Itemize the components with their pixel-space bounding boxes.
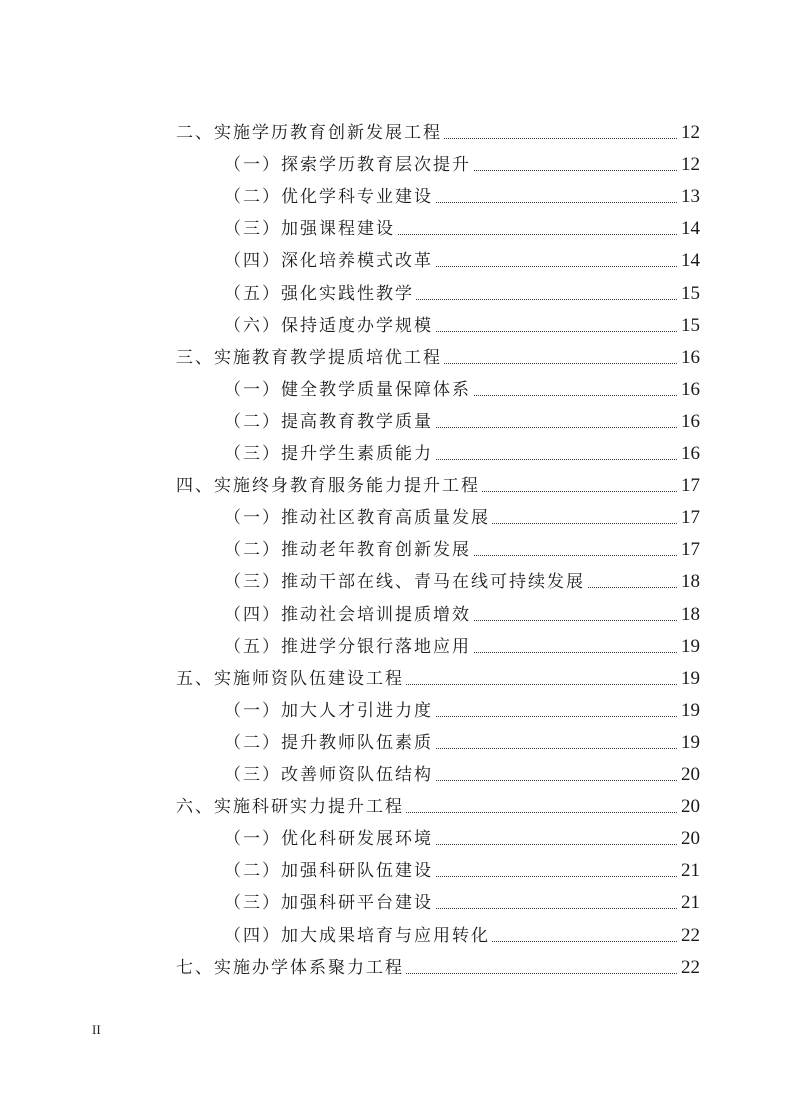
toc-entry-page-number: 18 xyxy=(679,601,700,629)
toc-entry-title: （三）提升学生素质能力 xyxy=(224,440,435,468)
toc-entry-page-number: 19 xyxy=(679,697,700,725)
toc-entry-title: （一）推动社区教育高质量发展 xyxy=(224,504,492,532)
toc-entry-page-number: 14 xyxy=(679,215,700,243)
toc-entry-page-number: 16 xyxy=(679,408,700,436)
toc-section-entry[interactable] xyxy=(0,889,793,917)
toc-entry-page-number: 18 xyxy=(679,568,700,596)
toc-entry-page-number: 19 xyxy=(679,729,700,757)
toc-chapter-entry[interactable] xyxy=(0,472,793,500)
toc-entry-title: （二）推动老年教育创新发展 xyxy=(224,536,473,564)
toc-entry-title: （二）提高教育教学质量 xyxy=(224,408,435,436)
toc-entry-title: 五、实施师资队伍建设工程 xyxy=(176,665,406,693)
page-folio: II xyxy=(92,1022,101,1037)
toc-entry-page-number: 21 xyxy=(679,889,700,917)
toc-entry-page-number: 22 xyxy=(679,922,700,950)
toc-section-entry[interactable] xyxy=(0,857,793,885)
toc-entry-title: （三）加强课程建设 xyxy=(224,215,397,243)
toc-chapter-entry[interactable] xyxy=(0,119,793,147)
toc-section-entry[interactable] xyxy=(0,568,793,596)
toc-section-entry[interactable] xyxy=(0,376,793,404)
toc-entry-page-number: 17 xyxy=(679,536,700,564)
toc-entry-title: 六、实施科研实力提升工程 xyxy=(176,793,406,821)
toc-section-entry[interactable] xyxy=(0,312,793,340)
toc-chapter-entry[interactable] xyxy=(0,344,793,372)
toc-entry-title: 四、实施终身教育服务能力提升工程 xyxy=(176,472,482,500)
toc-chapter-entry[interactable] xyxy=(0,954,793,982)
toc-entry-page-number: 12 xyxy=(679,119,700,147)
toc-entry-page-number: 20 xyxy=(679,825,700,853)
toc-entry-page-number: 16 xyxy=(679,376,700,404)
toc-section-entry[interactable] xyxy=(0,247,793,275)
toc-entry-title: （二）提升教师队伍素质 xyxy=(224,729,435,757)
toc-section-entry[interactable] xyxy=(0,183,793,211)
toc-entry-title: （一）加大人才引进力度 xyxy=(224,697,435,725)
toc-entry-title: （四）推动社会培训提质增效 xyxy=(224,601,473,629)
toc-section-entry[interactable] xyxy=(0,825,793,853)
toc-entry-title: （三）加强科研平台建设 xyxy=(224,889,435,917)
toc-entry-title: 七、实施办学体系聚力工程 xyxy=(176,954,406,982)
toc-entry-page-number: 20 xyxy=(679,761,700,789)
toc-section-entry[interactable] xyxy=(0,408,793,436)
toc-entry-page-number: 19 xyxy=(679,633,700,661)
toc-section-entry[interactable] xyxy=(0,536,793,564)
toc-entry-page-number: 15 xyxy=(679,280,700,308)
toc-section-entry[interactable] xyxy=(0,761,793,789)
toc-entry-title: （六）保持适度办学规模 xyxy=(224,312,435,340)
toc-entry-page-number: 19 xyxy=(679,665,700,693)
toc-entry-title: （三）推动干部在线、青马在线可持续发展 xyxy=(224,568,587,596)
toc-section-entry[interactable] xyxy=(0,215,793,243)
toc-entry-title: 二、实施学历教育创新发展工程 xyxy=(176,119,444,147)
toc-entry-page-number: 17 xyxy=(679,504,700,532)
toc-entry-title: （五）强化实践性教学 xyxy=(224,280,416,308)
toc-section-entry[interactable] xyxy=(0,280,793,308)
toc-entry-page-number: 17 xyxy=(679,472,700,500)
toc-entry-title: （五）推进学分银行落地应用 xyxy=(224,633,473,661)
toc-section-entry[interactable] xyxy=(0,151,793,179)
toc-entry-page-number: 14 xyxy=(679,247,700,275)
toc-entry-page-number: 21 xyxy=(679,857,700,885)
toc-chapter-entry[interactable] xyxy=(0,793,793,821)
toc-section-entry[interactable] xyxy=(0,440,793,468)
toc-section-entry[interactable] xyxy=(0,922,793,950)
toc-section-entry[interactable] xyxy=(0,504,793,532)
toc-entry-page-number: 13 xyxy=(679,183,700,211)
toc-entry-title: （二）优化学科专业建设 xyxy=(224,183,435,211)
toc-entry-page-number: 16 xyxy=(679,344,700,372)
toc-entry-page-number: 22 xyxy=(679,954,700,982)
toc-section-entry[interactable] xyxy=(0,601,793,629)
toc-entry-title: （三）改善师资队伍结构 xyxy=(224,761,435,789)
toc-chapter-entry[interactable] xyxy=(0,665,793,693)
toc-section-entry[interactable] xyxy=(0,729,793,757)
toc-entry-title: 三、实施教育教学提质培优工程 xyxy=(176,344,444,372)
toc-entry-title: （四）加大成果培育与应用转化 xyxy=(224,922,492,950)
toc-entry-title: （一）优化科研发展环境 xyxy=(224,825,435,853)
toc-entry-page-number: 12 xyxy=(679,151,700,179)
toc-section-entry[interactable] xyxy=(0,633,793,661)
toc-entry-title: （四）深化培养模式改革 xyxy=(224,247,435,275)
toc-entry-title: （一）健全教学质量保障体系 xyxy=(224,376,473,404)
toc-entry-page-number: 20 xyxy=(679,793,700,821)
toc-entry-page-number: 15 xyxy=(679,312,700,340)
toc-entry-title: （一）探索学历教育层次提升 xyxy=(224,151,473,179)
toc-entry-page-number: 16 xyxy=(679,440,700,468)
toc-entry-title: （二）加强科研队伍建设 xyxy=(224,857,435,885)
toc-section-entry[interactable] xyxy=(0,697,793,725)
